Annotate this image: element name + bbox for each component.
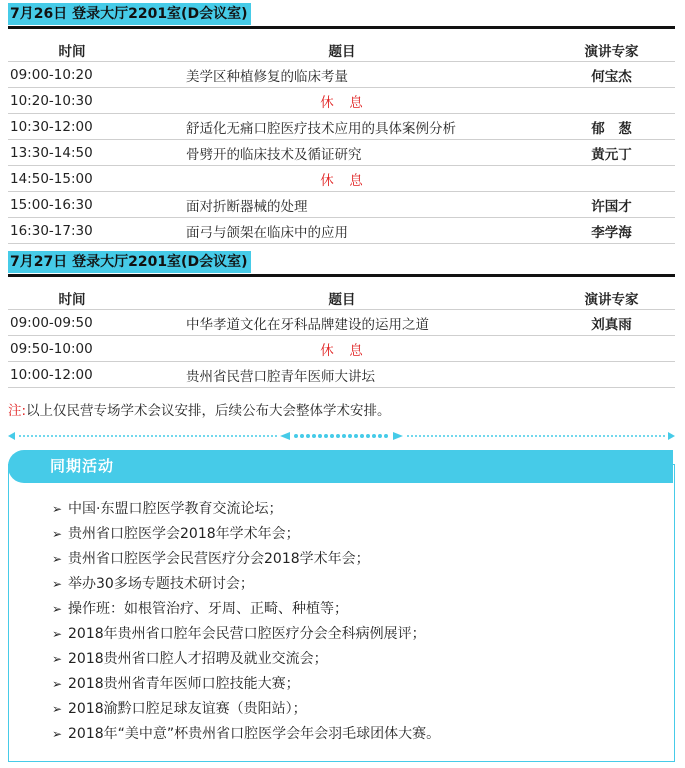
activity-text: 操作班：如根管治疗、牙周、正畸、种植等； — [68, 601, 348, 617]
divider-dot — [366, 434, 370, 438]
divider-dot — [595, 435, 597, 437]
divider-dot — [59, 435, 61, 437]
divider-dot — [623, 435, 625, 437]
divider-dot — [611, 435, 613, 437]
divider-dot — [139, 435, 141, 437]
divider-dot — [91, 435, 93, 437]
divider-dot — [372, 434, 376, 438]
table-header-row — [8, 39, 675, 62]
divider-dot — [87, 435, 89, 437]
activity-text: 2018年贵州省口腔年会民营口腔医疗分会全科病例展评； — [68, 626, 426, 642]
divider-dot — [215, 435, 217, 437]
divider-dot — [300, 434, 304, 438]
table-row — [8, 88, 675, 114]
row-speaker — [548, 88, 675, 114]
row-break-label: 休 息 — [136, 336, 548, 362]
divider-dots-right — [407, 435, 665, 437]
list-item — [52, 522, 440, 547]
divider-dot — [435, 435, 437, 437]
row-speaker: 何宝杰 — [548, 62, 675, 88]
divider-center-right-arrow — [393, 432, 403, 440]
list-item — [52, 722, 440, 747]
divider-dot — [635, 435, 637, 437]
divider-dot — [336, 434, 340, 438]
divider-dot — [103, 435, 105, 437]
row-topic: 面对折断器械的处理 — [186, 198, 308, 215]
divider-dot — [207, 435, 209, 437]
divider-left-arrow — [8, 432, 15, 440]
divider-dot — [35, 435, 37, 437]
divider-dot — [263, 435, 265, 437]
arrow-bullet-icon: ➢ — [52, 602, 63, 616]
divider-dot — [55, 435, 57, 437]
arrow-bullet-icon: ➢ — [52, 527, 63, 541]
table-row — [8, 362, 675, 388]
row-topic-cell — [136, 62, 548, 88]
divider-dot — [127, 435, 129, 437]
divider-dot — [607, 435, 609, 437]
divider-dot — [67, 435, 69, 437]
divider-dot — [527, 435, 529, 437]
divider-dot — [235, 435, 237, 437]
divider-dot — [475, 435, 477, 437]
divider-dot — [251, 435, 253, 437]
divider-dot — [415, 435, 417, 437]
dotted-divider — [8, 430, 675, 442]
divider-dot — [43, 435, 45, 437]
row-speaker: 郁 葱 — [548, 114, 675, 140]
divider-dot — [619, 435, 621, 437]
divider-dot — [330, 434, 334, 438]
divider-dot — [19, 435, 21, 437]
schedule-note — [8, 399, 391, 419]
row-time: 14:50-15:00 — [8, 166, 136, 192]
divider-dot — [463, 435, 465, 437]
divider-dot — [227, 435, 229, 437]
divider-dot — [439, 435, 441, 437]
divider-dot — [443, 435, 445, 437]
divider-dot — [563, 435, 565, 437]
divider-dot — [567, 435, 569, 437]
arrow-bullet-icon: ➢ — [52, 652, 63, 666]
divider-dot — [615, 435, 617, 437]
row-time: 10:00-12:00 — [8, 362, 136, 388]
col-header-speaker: 演讲专家 — [548, 287, 675, 310]
row-speaker — [548, 166, 675, 192]
divider-dot — [79, 435, 81, 437]
divider-dot — [455, 435, 457, 437]
table-row — [8, 140, 675, 166]
divider-dot — [487, 435, 489, 437]
row-time: 09:00-09:50 — [8, 310, 136, 336]
divider-dot — [531, 435, 533, 437]
divider-dot — [471, 435, 473, 437]
arrow-bullet-icon: ➢ — [52, 577, 63, 591]
arrow-bullet-icon: ➢ — [52, 502, 63, 516]
note-mark: 注: — [8, 403, 27, 419]
divider-dot — [155, 435, 157, 437]
divider-dot — [71, 435, 73, 437]
divider-dot — [547, 435, 549, 437]
table-header-row — [8, 287, 675, 310]
table-row — [8, 310, 675, 336]
divider-dot — [651, 435, 653, 437]
divider-dot — [360, 434, 364, 438]
row-speaker: 许国才 — [548, 192, 675, 218]
divider-dot — [342, 434, 346, 438]
divider-dot — [384, 434, 388, 438]
divider-center-left-arrow — [280, 432, 290, 440]
list-item — [52, 497, 440, 522]
divider-dot — [51, 435, 53, 437]
divider-dot — [459, 435, 461, 437]
divider-dot — [39, 435, 41, 437]
divider-dot — [75, 435, 77, 437]
divider-dot — [511, 435, 513, 437]
divider-dot — [271, 435, 273, 437]
list-item — [52, 672, 440, 697]
divider-dot — [259, 435, 261, 437]
divider-dot — [419, 435, 421, 437]
list-item — [52, 547, 440, 572]
divider-dot — [167, 435, 169, 437]
divider-dot — [255, 435, 257, 437]
row-topic: 面弓与颌架在临床中的应用 — [186, 224, 348, 241]
divider-dot — [423, 435, 425, 437]
divider-dot — [627, 435, 629, 437]
row-break-label: 休 息 — [136, 166, 548, 192]
divider-dot — [663, 435, 665, 437]
divider-dot — [515, 435, 517, 437]
divider-dot — [111, 435, 113, 437]
day2-schedule-table — [8, 287, 675, 388]
activity-text: 贵州省口腔医学会2018年学术年会； — [68, 526, 300, 542]
divider-dot — [306, 434, 310, 438]
divider-dot — [579, 435, 581, 437]
row-topic: 美学区种植修复的临床考量 — [186, 68, 348, 85]
divider-dot — [243, 435, 245, 437]
list-item — [52, 647, 440, 672]
divider-dot — [312, 434, 316, 438]
divider-dot — [659, 435, 661, 437]
divider-dot — [599, 435, 601, 437]
divider-dot — [159, 435, 161, 437]
activity-text: 2018年“美中意”杯贵州省口腔医学会年会羽毛球团体大赛。 — [68, 726, 441, 742]
row-break-label: 休 息 — [136, 88, 548, 114]
divider-dot — [431, 435, 433, 437]
divider-dot — [491, 435, 493, 437]
divider-dot — [294, 434, 298, 438]
list-item — [52, 622, 440, 647]
divider-dot — [407, 435, 409, 437]
divider-dot — [519, 435, 521, 437]
divider-dot — [447, 435, 449, 437]
divider-dot — [115, 435, 117, 437]
divider-dot — [31, 435, 33, 437]
row-speaker — [548, 336, 675, 362]
divider-dot — [63, 435, 65, 437]
row-speaker: 刘真雨 — [548, 310, 675, 336]
row-speaker — [548, 362, 675, 388]
divider-dot — [95, 435, 97, 437]
day1-header — [8, 0, 675, 30]
row-time: 13:30-14:50 — [8, 140, 136, 166]
table-row — [8, 336, 675, 362]
divider-dot — [267, 435, 269, 437]
arrow-bullet-icon: ➢ — [52, 727, 63, 741]
divider-dot — [175, 435, 177, 437]
divider-dot — [354, 434, 358, 438]
day2-header-title: 7月27日 登录大厅2201室(D会议室) — [8, 251, 251, 273]
divider-dot — [591, 435, 593, 437]
activity-text: 贵州省口腔医学会民营医疗分会2018学术年会； — [68, 551, 370, 567]
divider-dot — [211, 435, 213, 437]
arrow-bullet-icon: ➢ — [52, 702, 63, 716]
day1-header-title: 7月26日 登录大厅2201室(D会议室) — [8, 3, 251, 25]
divider-dot — [47, 435, 49, 437]
divider-dot — [247, 435, 249, 437]
divider-dot — [187, 435, 189, 437]
divider-dot — [587, 435, 589, 437]
divider-dot — [643, 435, 645, 437]
row-topic-cell — [136, 310, 548, 336]
arrow-bullet-icon: ➢ — [52, 677, 63, 691]
divider-dot — [348, 434, 352, 438]
divider-dot — [499, 435, 501, 437]
divider-dot — [107, 435, 109, 437]
row-topic-cell — [136, 218, 548, 244]
divider-dots-left — [19, 435, 277, 437]
day1-schedule-table — [8, 39, 675, 244]
divider-dot — [503, 435, 505, 437]
divider-dot — [483, 435, 485, 437]
day2-rows — [8, 310, 675, 388]
row-topic: 舒适化无痛口腔医疗技术应用的具体案例分析 — [186, 120, 456, 137]
divider-dot — [275, 435, 277, 437]
divider-dot — [195, 435, 197, 437]
list-item — [52, 697, 440, 722]
divider-dot — [603, 435, 605, 437]
row-time: 10:30-12:00 — [8, 114, 136, 140]
divider-dot — [655, 435, 657, 437]
arrow-bullet-icon: ➢ — [52, 627, 63, 641]
divider-dot — [163, 435, 165, 437]
divider-dots-center — [294, 434, 388, 438]
divider-dot — [191, 435, 193, 437]
list-item — [52, 597, 440, 622]
divider-dot — [199, 435, 201, 437]
activity-text: 中国·东盟口腔医学教育交流论坛； — [68, 501, 283, 517]
activity-text: 举办30多场专题技术研讨会； — [68, 576, 254, 592]
divider-right-arrow — [668, 432, 675, 440]
table-row — [8, 62, 675, 88]
row-time: 10:20-10:30 — [8, 88, 136, 114]
row-topic: 中华孝道文化在牙科品牌建设的运用之道 — [186, 316, 429, 333]
activities-list — [52, 497, 440, 747]
divider-dot — [231, 435, 233, 437]
list-item — [52, 572, 440, 597]
row-speaker: 李学海 — [548, 218, 675, 244]
col-header-speaker: 演讲专家 — [548, 39, 675, 62]
divider-dot — [639, 435, 641, 437]
day2-header-rule — [8, 274, 675, 277]
divider-dot — [411, 435, 413, 437]
divider-dot — [179, 435, 181, 437]
activity-text: 2018贵州省青年医师口腔技能大赛； — [68, 676, 300, 692]
divider-dot — [551, 435, 553, 437]
divider-dot — [147, 435, 149, 437]
row-time: 09:50-10:00 — [8, 336, 136, 362]
table-row — [8, 218, 675, 244]
divider-dot — [203, 435, 205, 437]
divider-dot — [539, 435, 541, 437]
row-topic-cell — [136, 114, 548, 140]
divider-dot — [131, 435, 133, 437]
divider-dot — [467, 435, 469, 437]
divider-dot — [378, 434, 382, 438]
divider-dot — [631, 435, 633, 437]
activity-text: 2018贵州省口腔人才招聘及就业交流会； — [68, 651, 328, 667]
divider-dot — [559, 435, 561, 437]
divider-dot — [507, 435, 509, 437]
divider-dot — [555, 435, 557, 437]
divider-dot — [575, 435, 577, 437]
row-topic-cell — [136, 362, 548, 388]
divider-dot — [143, 435, 145, 437]
divider-dot — [451, 435, 453, 437]
divider-dot — [23, 435, 25, 437]
row-topic: 骨劈开的临床技术及循证研究 — [186, 146, 362, 163]
day2-header — [8, 248, 675, 278]
activity-text: 2018渝黔口腔足球友谊赛（贵阳站）； — [68, 701, 307, 717]
row-time: 15:00-16:30 — [8, 192, 136, 218]
table-row — [8, 192, 675, 218]
divider-dot — [427, 435, 429, 437]
divider-dot — [151, 435, 153, 437]
row-time: 16:30-17:30 — [8, 218, 136, 244]
divider-dot — [318, 434, 322, 438]
divider-dot — [495, 435, 497, 437]
divider-dot — [83, 435, 85, 437]
row-topic-cell — [136, 140, 548, 166]
divider-dot — [571, 435, 573, 437]
arrow-bullet-icon: ➢ — [52, 552, 63, 566]
row-speaker: 黄元丁 — [548, 140, 675, 166]
row-topic-cell — [136, 192, 548, 218]
note-text: 以上仅民营专场学术会议安排，后续公布大会整体学术安排。 — [26, 403, 391, 419]
divider-dot — [535, 435, 537, 437]
table-row — [8, 166, 675, 192]
row-topic: 贵州省民营口腔青年医师大讲坛 — [186, 368, 375, 385]
table-row — [8, 114, 675, 140]
divider-dot — [543, 435, 545, 437]
divider-dot — [647, 435, 649, 437]
divider-dot — [99, 435, 101, 437]
divider-dot — [239, 435, 241, 437]
divider-dot — [324, 434, 328, 438]
row-time: 09:00-10:20 — [8, 62, 136, 88]
divider-dot — [583, 435, 585, 437]
col-header-time: 时间 — [8, 287, 136, 310]
divider-dot — [123, 435, 125, 437]
divider-dot — [223, 435, 225, 437]
divider-dot — [523, 435, 525, 437]
day1-rows — [8, 62, 675, 244]
col-header-time: 时间 — [8, 39, 136, 62]
divider-dot — [135, 435, 137, 437]
divider-dot — [171, 435, 173, 437]
col-header-topic: 题目 — [136, 287, 548, 310]
divider-dot — [219, 435, 221, 437]
divider-dot — [119, 435, 121, 437]
col-header-topic: 题目 — [136, 39, 548, 62]
activities-title-bar — [8, 450, 673, 483]
divider-dot — [27, 435, 29, 437]
activities-title: 同期活动 — [50, 457, 115, 475]
divider-dot — [183, 435, 185, 437]
divider-dot — [479, 435, 481, 437]
day1-header-rule — [8, 26, 675, 29]
